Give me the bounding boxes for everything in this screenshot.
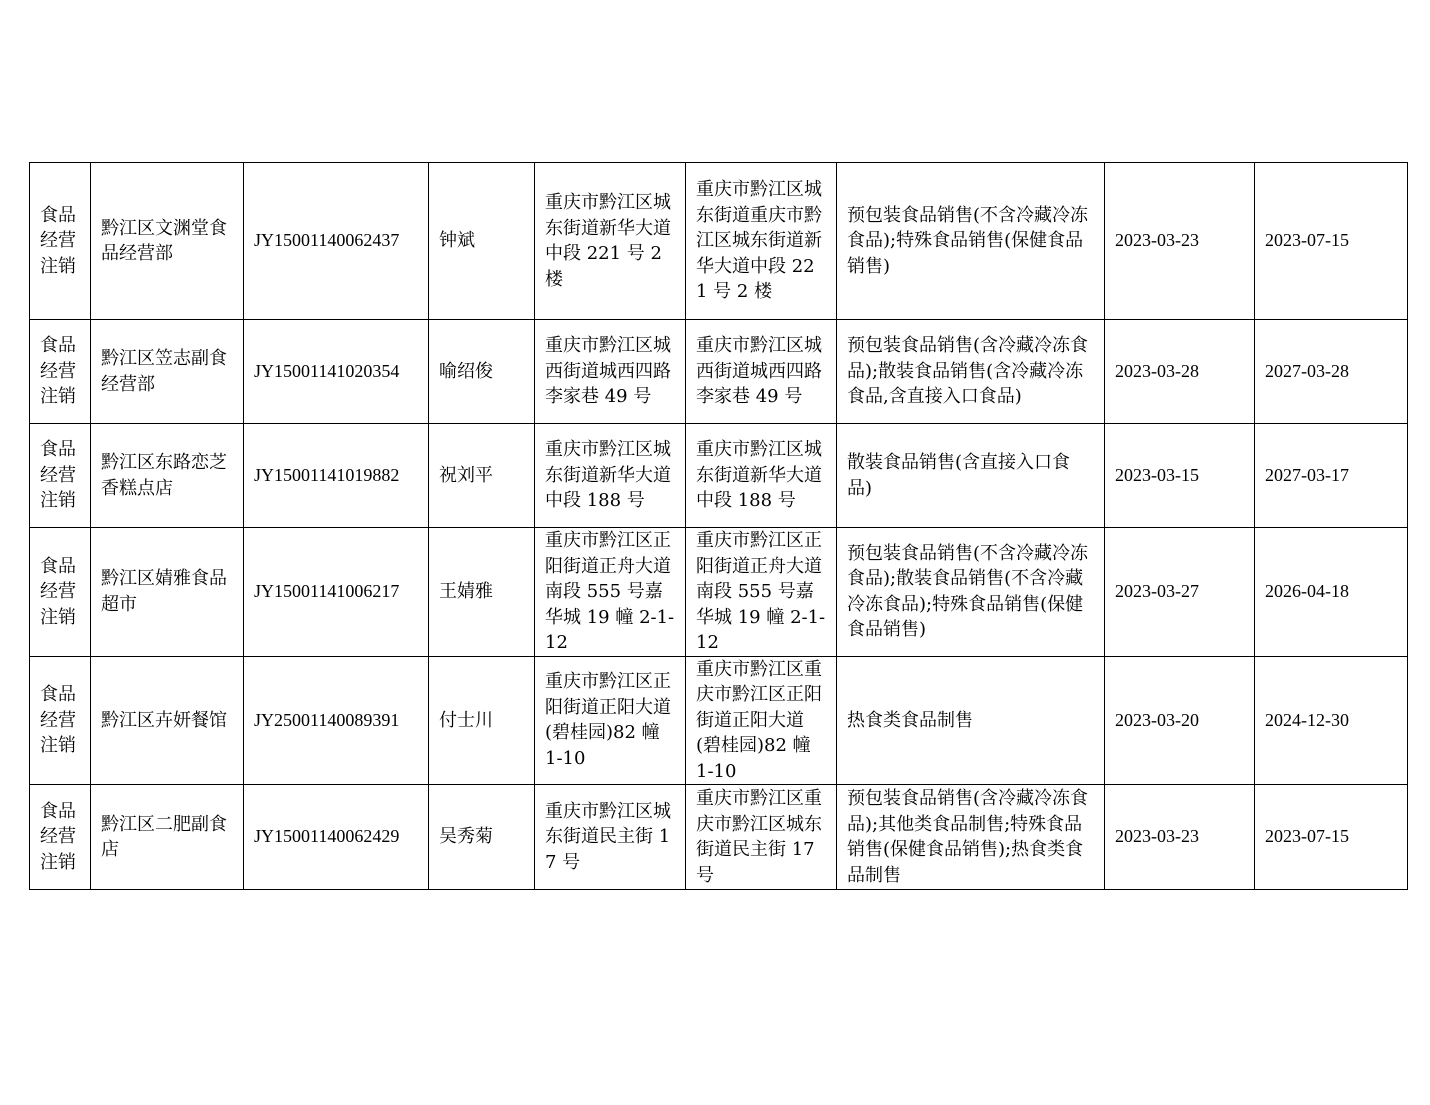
deregistration-table [29, 162, 1408, 890]
table-row [30, 785, 1408, 890]
business-scope-cell: 预包装食品销售(不含冷藏冷冻食品);散装食品销售(不含冷藏冷冻食品);特殊食品销售(保健食品销售) [837, 528, 1105, 657]
license-number-cell: JY25001140089391 [244, 656, 429, 785]
table-row [30, 656, 1408, 785]
legal-person-cell: 付士川 [429, 656, 535, 785]
legal-person-cell: 钟斌 [429, 163, 535, 320]
registered-address-cell: 重庆市黔江区正阳街道正舟大道南段 555 号嘉华城 19 幢 2-1-12 [535, 528, 686, 657]
deregistration-date-cell: 2023-03-20 [1105, 656, 1255, 785]
license-number-cell: JY15001140062429 [244, 785, 429, 890]
legal-person-cell: 喻绍俊 [429, 320, 535, 424]
business-scope-cell: 预包装食品销售(不含冷藏冷冻食品);特殊食品销售(保健食品销售) [837, 163, 1105, 320]
business-name-cell: 黔江区卉妍餐馆 [91, 656, 244, 785]
legal-person-cell: 吴秀菊 [429, 785, 535, 890]
business-address-cell: 重庆市黔江区城东街道重庆市黔江区城东街道新华大道中段 221 号 2 楼 [686, 163, 837, 320]
expiry-date-cell: 2023-07-15 [1255, 785, 1408, 890]
record-type-cell: 食品经营注销 [30, 320, 91, 424]
deregistration-date-cell: 2023-03-27 [1105, 528, 1255, 657]
legal-person-cell: 王婧雅 [429, 528, 535, 657]
business-scope-cell: 预包装食品销售(含冷藏冷冻食品);散装食品销售(含冷藏冷冻食品,含直接入口食品) [837, 320, 1105, 424]
license-number-cell: JY15001140062437 [244, 163, 429, 320]
business-address-cell: 重庆市黔江区重庆市黔江区城东街道民主街 17 号 [686, 785, 837, 890]
expiry-date-cell: 2026-04-18 [1255, 528, 1408, 657]
table-row [30, 528, 1408, 657]
record-type-cell: 食品经营注销 [30, 424, 91, 528]
expiry-date-cell: 2023-07-15 [1255, 163, 1408, 320]
business-address-cell: 重庆市黔江区正阳街道正舟大道南段 555 号嘉华城 19 幢 2-1-12 [686, 528, 837, 657]
license-number-cell: JY15001141006217 [244, 528, 429, 657]
registered-address-cell: 重庆市黔江区城东街道民主街 17 号 [535, 785, 686, 890]
license-number-cell: JY15001141019882 [244, 424, 429, 528]
business-address-cell: 重庆市黔江区城东街道新华大道中段 188 号 [686, 424, 837, 528]
registered-address-cell: 重庆市黔江区正阳街道正阳大道(碧桂园)82 幢 1-10 [535, 656, 686, 785]
business-scope-cell: 预包装食品销售(含冷藏冷冻食品);其他类食品制售;特殊食品销售(保健食品销售);热食类食品制售 [837, 785, 1105, 890]
table-row [30, 424, 1408, 528]
business-name-cell: 黔江区文渊堂食品经营部 [91, 163, 244, 320]
registered-address-cell: 重庆市黔江区城西街道城西四路李家巷 49 号 [535, 320, 686, 424]
business-name-cell: 黔江区二肥副食店 [91, 785, 244, 890]
expiry-date-cell: 2027-03-17 [1255, 424, 1408, 528]
record-type-cell: 食品经营注销 [30, 785, 91, 890]
deregistration-date-cell: 2023-03-15 [1105, 424, 1255, 528]
expiry-date-cell: 2024-12-30 [1255, 656, 1408, 785]
registered-address-cell: 重庆市黔江区城东街道新华大道中段 188 号 [535, 424, 686, 528]
deregistration-date-cell: 2023-03-28 [1105, 320, 1255, 424]
registered-address-cell: 重庆市黔江区城东街道新华大道中段 221 号 2 楼 [535, 163, 686, 320]
table-row [30, 320, 1408, 424]
legal-person-cell: 祝刘平 [429, 424, 535, 528]
business-address-cell: 重庆市黔江区城西街道城西四路李家巷 49 号 [686, 320, 837, 424]
business-address-cell: 重庆市黔江区重庆市黔江区正阳街道正阳大道(碧桂园)82 幢 1-10 [686, 656, 837, 785]
business-scope-cell: 热食类食品制售 [837, 656, 1105, 785]
business-name-cell: 黔江区婧雅食品超市 [91, 528, 244, 657]
expiry-date-cell: 2027-03-28 [1255, 320, 1408, 424]
table-row [30, 163, 1408, 320]
license-number-cell: JY15001141020354 [244, 320, 429, 424]
business-name-cell: 黔江区笠志副食经营部 [91, 320, 244, 424]
deregistration-date-cell: 2023-03-23 [1105, 163, 1255, 320]
deregistration-date-cell: 2023-03-23 [1105, 785, 1255, 890]
business-scope-cell: 散装食品销售(含直接入口食品) [837, 424, 1105, 528]
business-name-cell: 黔江区东路恋芝香糕点店 [91, 424, 244, 528]
record-type-cell: 食品经营注销 [30, 163, 91, 320]
record-type-cell: 食品经营注销 [30, 528, 91, 657]
record-type-cell: 食品经营注销 [30, 656, 91, 785]
